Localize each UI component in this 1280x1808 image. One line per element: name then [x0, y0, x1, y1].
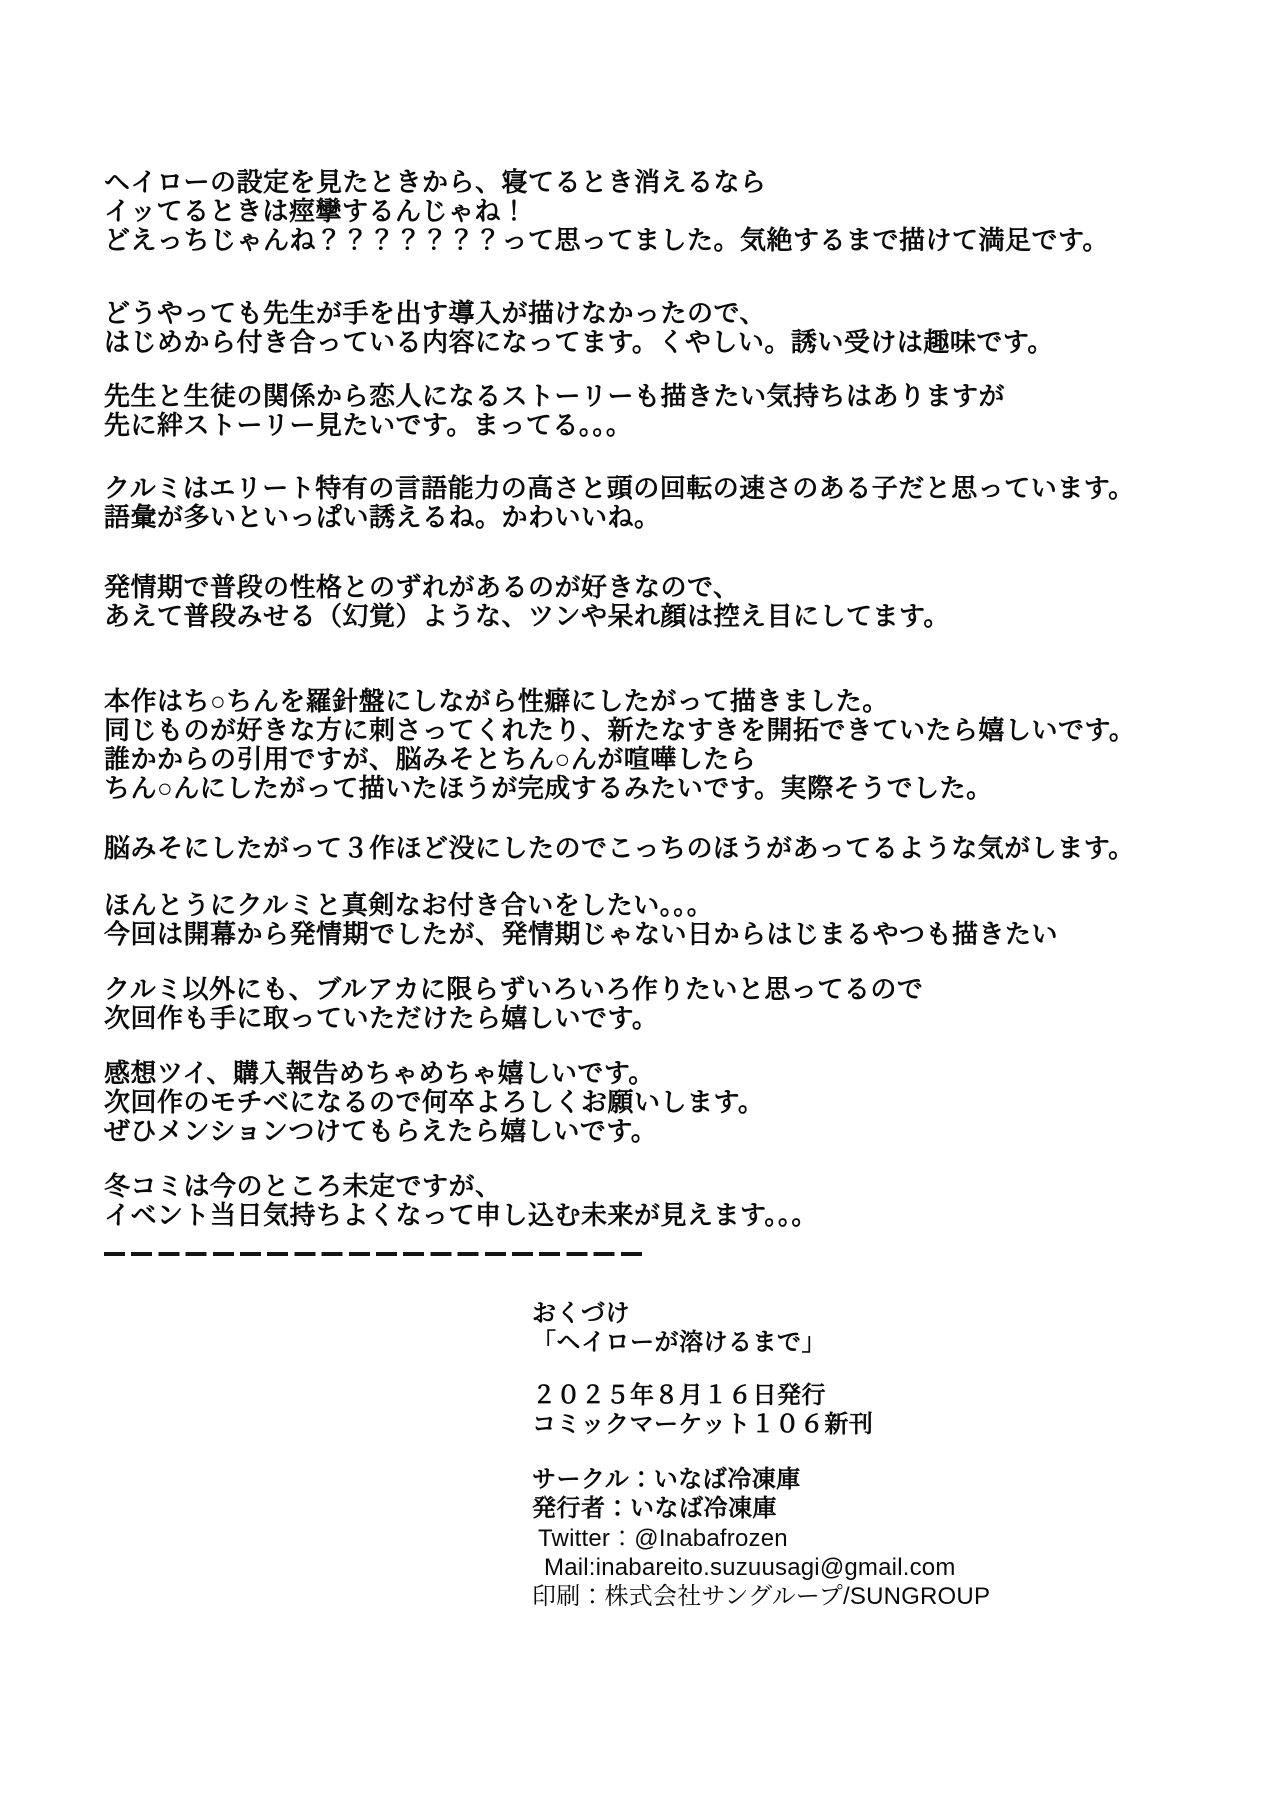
text-line: どうやっても先生が手を出す導入が描けなかったので、 — [104, 299, 766, 328]
colophon-heading: おくづけ — [532, 1301, 630, 1327]
afterword-paragraph — [104, 975, 1254, 1033]
circle-name: サークル：いなば冷凍庫 — [532, 1467, 801, 1493]
text-line: イッてるときは痙攣するんじゃね！ — [104, 197, 528, 226]
afterword-paragraph — [104, 573, 1254, 631]
text-line: ちん○んにしたがって描いたほうが完成するみたいです。実際そうでした。 — [104, 774, 993, 803]
text-line: ほんとうにクルミと真剣なお付き合いをしたい。。。 — [104, 891, 714, 920]
separator-line — [104, 1252, 648, 1256]
text-line: クルミはエリート特有の言語能力の高さと頭の回転の速さのある子だと思っています。 — [104, 474, 1135, 503]
text-line: 先に絆ストーリー見たいです。まってる。。。 — [104, 411, 633, 440]
text-line: 感想ツイ、購入報告めちゃめちゃ嬉しいです。 — [104, 1059, 655, 1088]
book-title: 「ヘイローが溶けるまで」 — [532, 1330, 826, 1356]
afterword-paragraph — [104, 474, 1254, 532]
afterword-paragraph — [104, 687, 1254, 803]
text-line: 誰かからの引用ですが、脳みそとちん○んが喧嘩したら — [104, 745, 757, 774]
mail-address: Mail:inabareito.suzuusagi@gmail.com — [544, 1554, 956, 1581]
text-line: 脳みそにしたがって３作ほど没にしたのでこっちのほうがあってるような気がします。 — [104, 834, 1135, 863]
text-line: ヘイローの設定を見たときから、寝てるとき消えるなら — [104, 168, 767, 197]
publish-date: ２０２５年８月１６日発行 — [532, 1383, 826, 1409]
text-line: ぜひメンションつけてもらえたら嬉しいです。 — [104, 1117, 658, 1146]
afterword-paragraph — [104, 1172, 1254, 1230]
text-line: 次回作も手に取っていただけたら嬉しいです。 — [104, 1004, 659, 1033]
colophon-publication-block — [532, 1382, 990, 1440]
text-line: あえて普段みせる（幻覚）ような、ツンや呆れ顔は控え目にしてます。 — [104, 602, 950, 631]
colophon — [532, 1300, 990, 1611]
afterword-paragraph — [104, 382, 1254, 440]
text-line: 冬コミは今のところ未定ですが、 — [104, 1172, 502, 1201]
afterword-paragraph — [104, 299, 1254, 357]
colophon-credits-block — [532, 1466, 990, 1611]
text-line: 語彙が多いといっぱい誘えるね。かわいいね。 — [104, 503, 661, 532]
text-line: 本作はち○ちんを羅針盤にしながら性癖にしたがって描きました。 — [104, 687, 889, 716]
event-name: コミックマーケット１０６新刊 — [532, 1412, 874, 1438]
text-line: どえっちじゃんね？？？？？？？って思ってました。気絶するまで描けて満足です。 — [104, 226, 1109, 255]
afterword-paragraph — [104, 891, 1254, 949]
text-line: 次回作のモチベになるので何卒よろしくお願いします。 — [104, 1088, 765, 1117]
text-line: はじめから付き合っている内容になってます。くやしい。誘い受けは趣味です。 — [104, 328, 1054, 357]
afterword-paragraph — [104, 1059, 1254, 1146]
twitter-handle: Twitter：@Inabafrozen — [538, 1525, 788, 1552]
separator-dashes — [104, 1252, 105, 1253]
text-line: 発情期で普段の性格とのずれがあるのが好きなので、 — [104, 573, 740, 602]
text-line: 先生と生徒の関係から恋人になるストーリーも描きたい気持ちはありますが — [104, 382, 1006, 411]
afterword-paragraph — [104, 834, 1254, 863]
text-line: 同じものが好きな方に刺さってくれたり、新たなすきを開拓できていたら嬉しいです。 — [104, 716, 1136, 745]
afterword-text — [104, 168, 1254, 1256]
text-line: クルミ以外にも、ブルアカに限らずいろいろ作りたいと思ってるので — [104, 975, 924, 1004]
text-line: 今回は開幕から発情期でしたが、発情期じゃない日からはじまるやつも描きたい — [104, 920, 1059, 949]
publisher-name: 発行者：いなば冷凍庫 — [532, 1496, 777, 1522]
colophon-title-block — [532, 1300, 990, 1358]
text-line: イベント当日気持ちよくなって申し込む未来が見えます。。。 — [104, 1201, 818, 1230]
afterword-paragraph — [104, 168, 1254, 255]
printer-name: 印刷：株式会社サングループ/SUNGROUP — [532, 1583, 991, 1610]
